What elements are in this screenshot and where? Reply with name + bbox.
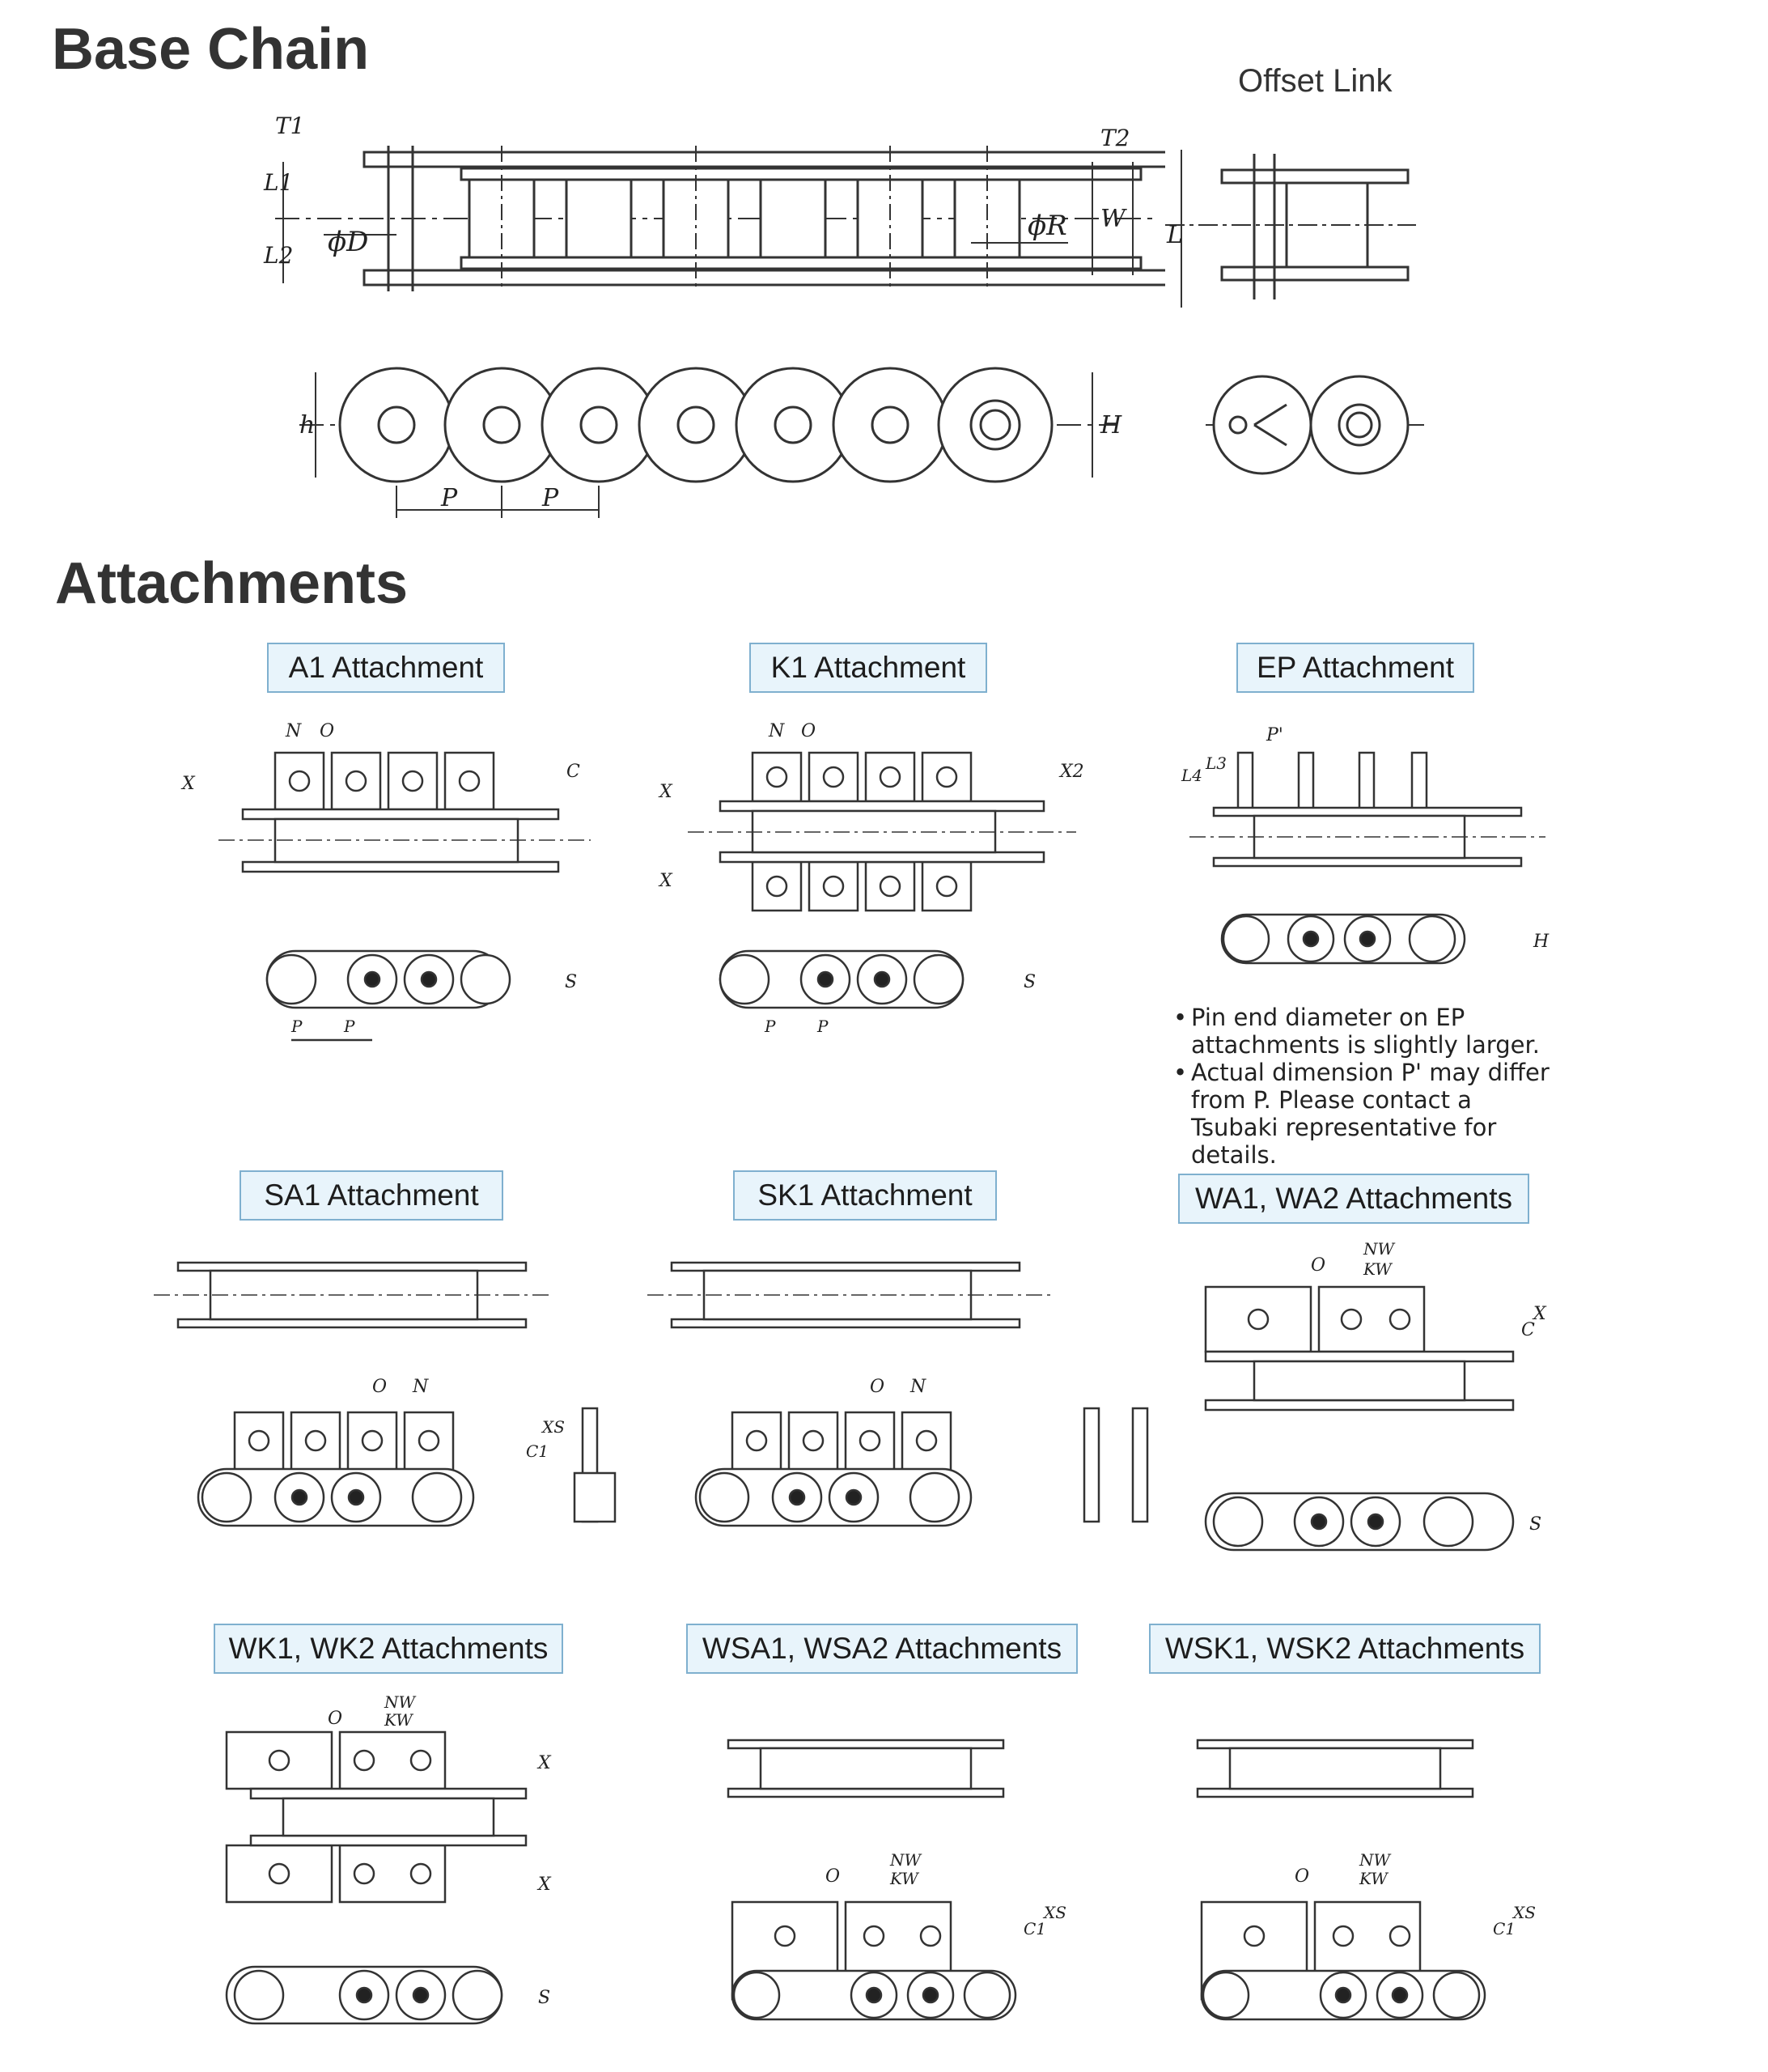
wsk-dim-o: O <box>1295 1866 1310 1887</box>
dim-p-1: P <box>441 484 458 512</box>
base-chain-side-view <box>299 356 1125 534</box>
wsk-dim-kw: KW <box>1359 1869 1388 1888</box>
dim-l-offset: L <box>1167 221 1183 249</box>
sa1-attachment-drawing <box>146 1246 664 1570</box>
wa-dim-kw: KW <box>1363 1259 1392 1279</box>
offset-link-top-view <box>1165 130 1424 324</box>
wa-dim-c: C <box>1521 1320 1535 1340</box>
dim-l2: L2 <box>264 242 294 269</box>
label-wsa-attachments: WSA1, WSA2 Attachments <box>686 1624 1078 1674</box>
wa-dim-s: S <box>1529 1514 1542 1535</box>
ep-dim-h: H <box>1533 932 1550 952</box>
wa-attachments-drawing <box>1181 1238 1554 1578</box>
sa1-dim-xs: XS <box>542 1417 565 1437</box>
sk1-dim-o: O <box>870 1377 885 1397</box>
sk1-dim-n: N <box>910 1377 926 1397</box>
k1-dim-n: N <box>769 721 785 741</box>
ep-dim-l4: L4 <box>1181 766 1203 785</box>
label-ep-attachment: EP Attachment <box>1236 643 1474 693</box>
wk-dim-s: S <box>538 1988 551 2008</box>
dim-t2: T2 <box>1100 125 1130 151</box>
wsk-dim-xs: XS <box>1513 1903 1536 1922</box>
dim-phi-r: ϕR <box>1028 210 1067 242</box>
a1-dim-p-2: P <box>344 1017 355 1036</box>
ep-notes <box>1173 1004 1554 1169</box>
k1-dim-p-2: P <box>817 1017 829 1036</box>
label-k1-attachment: K1 Attachment <box>749 643 987 693</box>
ep-note-2: • Actual dimension P' may differ from P. Please contact a Tsubaki representative for details. <box>1173 1059 1550 1169</box>
k1-dim-s: S <box>1024 972 1037 992</box>
wa-dim-o: O <box>1311 1255 1326 1276</box>
ep-note-1: • Pin end diameter on EP attachments is slightly larger. <box>1173 1004 1540 1059</box>
k1-dim-x2: X2 <box>1060 762 1084 782</box>
a1-dim-x: X <box>182 774 195 794</box>
wa-dim-x: X <box>1533 1304 1546 1324</box>
ep-attachment-drawing <box>1173 720 1554 996</box>
ep-dim-l3: L3 <box>1206 754 1227 773</box>
k1-attachment-drawing <box>655 720 1092 1060</box>
k1-dim-x-top: X <box>659 782 672 802</box>
label-wa-attachments: WA1, WA2 Attachments <box>1178 1174 1529 1224</box>
dim-l1: L1 <box>264 169 294 196</box>
a1-dim-p-1: P <box>291 1017 303 1036</box>
sa1-dim-o: O <box>372 1377 388 1397</box>
dim-t1: T1 <box>275 113 305 139</box>
sa1-dim-n: N <box>413 1377 429 1397</box>
wa-dim-nw: NW <box>1363 1239 1395 1259</box>
wsa-dim-c1: C1 <box>1024 1919 1047 1938</box>
label-sa1-attachment: SA1 Attachment <box>240 1170 503 1221</box>
label-wsk-attachments: WSK1, WSK2 Attachments <box>1149 1624 1541 1674</box>
offset-link-side-view <box>1206 372 1432 486</box>
wsa-dim-kw: KW <box>890 1869 918 1888</box>
wsk-dim-c1: C1 <box>1493 1919 1516 1938</box>
a1-dim-c: C <box>566 762 580 782</box>
a1-dim-o: O <box>320 721 335 741</box>
k1-dim-x-bottom: X <box>659 871 672 891</box>
wk-dim-x-bottom: X <box>538 1875 551 1895</box>
offset-link-title: Offset Link <box>1238 63 1393 99</box>
sk1-attachment-drawing <box>647 1246 1165 1570</box>
label-sk1-attachment: SK1 Attachment <box>733 1170 997 1221</box>
sa1-dim-c1: C1 <box>526 1441 549 1461</box>
base-chain-top-view <box>259 113 1165 324</box>
dim-h-small: h <box>299 411 316 439</box>
label-a1-attachment: A1 Attachment <box>267 643 505 693</box>
wsa-dim-o: O <box>825 1866 841 1887</box>
k1-dim-p-1: P <box>765 1017 776 1036</box>
wsa-dim-nw: NW <box>890 1850 922 1870</box>
wk-dim-kw: KW <box>384 1710 413 1730</box>
dim-h-large: H <box>1100 411 1122 439</box>
wk-dim-o: O <box>328 1709 343 1729</box>
dim-w: W <box>1100 205 1126 233</box>
a1-dim-s: S <box>565 972 578 992</box>
ep-dim-p-prime: P' <box>1266 725 1283 745</box>
dim-phi-d: ϕD <box>328 226 369 258</box>
base-chain-title: Base Chain <box>52 17 370 82</box>
a1-dim-n: N <box>286 721 302 741</box>
wsk-attachments-drawing <box>1173 1708 1537 2048</box>
dim-p-2: P <box>542 484 559 512</box>
wk-dim-x-top: X <box>538 1753 551 1773</box>
wsk-dim-nw: NW <box>1359 1850 1391 1870</box>
wsa-attachments-drawing <box>704 1708 1068 2048</box>
a1-attachment-drawing <box>170 720 607 1060</box>
attachments-title: Attachments <box>55 551 409 616</box>
label-wk-attachments: WK1, WK2 Attachments <box>214 1624 563 1674</box>
wsa-dim-xs: XS <box>1044 1903 1066 1922</box>
wk-dim-nw: NW <box>384 1692 416 1712</box>
k1-dim-o: O <box>801 721 816 741</box>
wk-attachments-drawing <box>218 1692 566 2048</box>
